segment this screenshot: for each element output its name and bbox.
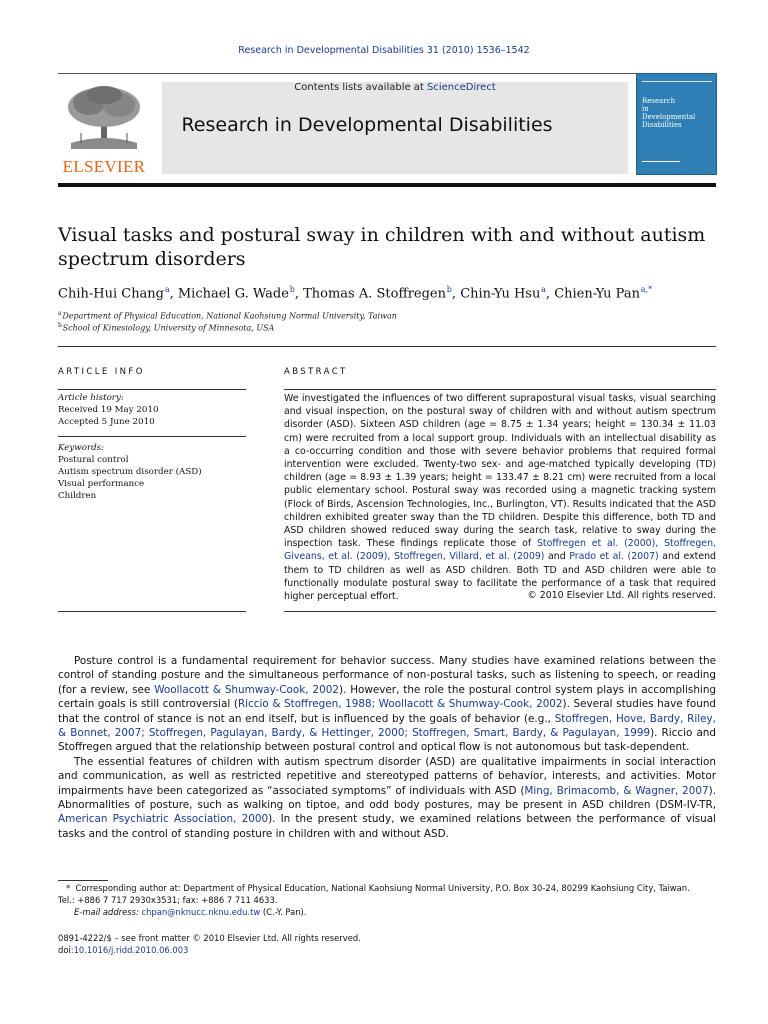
article-history-label: Article history: xyxy=(58,393,124,403)
body-text-run: ). Riccio and Stoffregen argued that the relationship between postural control and optical flow is not autonomous but task-dependent. xyxy=(58,727,716,754)
article-info-rule xyxy=(58,436,246,437)
citation-link[interactable]: Riccio & Stoffregen, 1988; Woollacott & Shumway-Cook, 2002 xyxy=(237,698,563,711)
doi-link[interactable]: 10.1016/j.ridd.2010.06.003 xyxy=(73,945,189,955)
cover-line: Disabilities xyxy=(642,121,682,129)
author-list xyxy=(58,285,718,301)
author-name[interactable]: Chih-Hui Chang xyxy=(58,286,165,302)
abstract-heading: ABSTRACT xyxy=(284,367,348,377)
body-text-run: ). Abnormalities of posture, such as walking on tiptoe, and odd body postures, may be present in ASD children (DSM-IV-TR, xyxy=(58,784,716,812)
top-rule xyxy=(58,73,716,74)
author-name[interactable]: Michael G. Wade xyxy=(177,286,289,302)
journal-reference[interactable]: Research in Developmental Disabilities 31 (2010) 1536–1542 xyxy=(238,45,530,56)
received-date: Received 19 May 2010 xyxy=(58,405,159,415)
body-text xyxy=(58,654,716,841)
author-affiliation-mark[interactable]: a xyxy=(164,285,170,294)
article-info-heading: ARTICLE INFO xyxy=(58,367,145,377)
email-suffix: (C.-Y. Pan). xyxy=(260,907,307,917)
contents-availability xyxy=(162,82,628,93)
citation-link[interactable]: Stoffregen, Hove, Bardy, Riley, & Bonnet, 2007; Stoffregen, Pagulayan, Bardy, & Hettinger, 2000; Stoffregen, Smart, Bardy, & Pagulayan, 1999 xyxy=(58,712,716,740)
cover-line: in xyxy=(642,105,649,113)
keyword: Children xyxy=(58,491,97,501)
author-affiliation-mark[interactable]: b xyxy=(289,285,295,294)
sciencedirect-link[interactable]: ScienceDirect xyxy=(427,82,496,93)
body-text-run: ). In the present study, we examined relations between the performance of visual tasks and the control of standing posture in children with and without ASD. xyxy=(58,813,716,840)
affiliation-text: School of Kinesiology, University of Minnesota, USA xyxy=(62,323,275,333)
footnote-star: * xyxy=(66,883,71,893)
keyword: Postural control xyxy=(58,455,129,465)
citation-link[interactable]: American Psychiatric Association, 2000 xyxy=(58,813,269,826)
doi-label: doi: xyxy=(58,945,74,955)
author-name[interactable]: Thomas A. Stoffregen xyxy=(303,286,446,302)
body-text-run: Posture control is a fundamental requirement for behavior success. Many studies have examined relations between the control of standing posture and the simultaneous performance of non-postural tasks, such as listening to speech, or reading (for a review, see xyxy=(58,655,716,696)
body-paragraph xyxy=(58,755,716,841)
author-affiliation-mark[interactable]: a xyxy=(541,285,546,294)
author-affiliation-mark[interactable]: a,* xyxy=(640,285,653,294)
affiliation xyxy=(58,322,274,333)
issn-line: 0891-4222/$ – see front matter © 2010 Elsevier Ltd. All rights reserved. xyxy=(58,933,361,943)
cover-line: Research xyxy=(642,97,676,105)
cover-bottom-rule xyxy=(642,161,680,162)
article-title-line: spectrum disorders xyxy=(58,248,246,270)
doi-line xyxy=(58,944,361,956)
abstract-rule xyxy=(284,389,716,390)
article-history xyxy=(58,392,246,428)
abstract-text xyxy=(284,392,716,603)
keyword: Visual performance xyxy=(58,479,145,489)
author-affiliation-mark[interactable]: b xyxy=(446,285,452,294)
article-title-line: Visual tasks and postural sway in children with and without autism xyxy=(58,224,706,246)
section-rule xyxy=(58,346,716,347)
affiliation-mark: b xyxy=(58,322,62,329)
journal-title: Research in Developmental Disabilities xyxy=(181,114,553,136)
author-name[interactable]: Chien-Yu Pan xyxy=(554,286,640,302)
phone-fax: Tel.: +886 7 717 2930x3531; fax: +886 7 711 4633. xyxy=(58,895,278,905)
elsevier-wordmark: ELSEVIER xyxy=(62,157,146,176)
footnote-rule xyxy=(58,880,108,881)
journal-cover[interactable] xyxy=(636,73,717,175)
article-info-rule xyxy=(58,389,246,390)
contents-prefix: Contents lists available at xyxy=(294,82,428,93)
article-info-bottom-rule xyxy=(58,611,246,612)
keyword: Autism spectrum disorder (ASD) xyxy=(58,467,202,477)
author-separator: , xyxy=(451,286,461,302)
body-text-run: ). However, the role the postural control system plays in accomplishing certain goals is still controversial ( xyxy=(58,683,716,711)
author-name[interactable]: Chin-Yu Hsu xyxy=(460,286,541,302)
abstract-body: We investigated the influences of two different suprapostural visual tasks, visual searching and visual inspection, on the postural sway of children with and without autism spectrum disorder (ASD). Sixteen ASD children (age = 8.75 ± 1.34 years; height = 130.34 ± 11.03 cm) were recruited from a local support group. Individuals with an intellectual disability as a co-occurring condition and those with severe behavior problems that required formal intervention were excluded. Twenty-two sex- and age-matched typically developing (TD) children (age = 8.93 ± 1.39 years; height = 133.47 ± 8.21 cm) were recruited from a local public elementary school. Postural sway was recorded using a magnetic tracking system (Flock of Birds, Ascension Technologies, Inc., Burlington, VT). Results indicated that the ASD children exhibited greater sway than the TD children. Despite this difference, both TD and ASD children showed reduced sway during the search task, relative to sway during the inspection task. These findings replicate those of xyxy=(284,393,716,550)
affiliation xyxy=(58,310,397,321)
citation-link[interactable]: Woollacott & Shumway-Cook, 2002 xyxy=(154,683,339,696)
citation-link[interactable]: Ming, Brimacomb, & Wagner, 2007 xyxy=(524,784,709,797)
corresponding-author-note xyxy=(58,882,716,918)
keywords-label: Keywords: xyxy=(58,443,105,453)
cover-title xyxy=(642,97,695,129)
body-text-run: ). Several studies have found that the control of stance is not an end itself, but is influenced by the goals of behavior (e.g., xyxy=(58,698,716,725)
accepted-date: Accepted 5 June 2010 xyxy=(58,417,155,427)
article-title xyxy=(58,223,718,271)
cover-line: Developmental xyxy=(642,113,696,121)
header-thick-rule xyxy=(58,183,716,187)
citation-link[interactable]: Stoffregen et al. (2000), Stoffregen, Giveans, et al. (2009), Stoffregen, Villard, et al. (2009) xyxy=(284,538,716,563)
corresponding-author-line xyxy=(58,882,716,894)
author-separator: , xyxy=(294,286,304,302)
elsevier-logo xyxy=(58,83,150,175)
affiliation-mark: a xyxy=(58,310,62,317)
author-separator: , xyxy=(545,286,555,302)
keywords xyxy=(58,442,246,502)
email-line xyxy=(58,906,716,918)
abstract-bottom-rule xyxy=(284,611,716,612)
citation-link[interactable]: Prado et al. (2007) xyxy=(569,551,659,563)
body-paragraph xyxy=(58,654,716,755)
affiliation-text: Department of Physical Education, National Kaohsiung Normal University, Taiwan xyxy=(62,311,397,321)
elsevier-tree-icon xyxy=(61,83,147,153)
abstract-body: and xyxy=(544,551,570,563)
email-link[interactable]: chpan@nknucc.nknu.edu.tw xyxy=(141,907,261,917)
cover-top-rule xyxy=(642,81,712,82)
author-separator: , xyxy=(169,286,178,302)
abstract-copyright: © 2010 Elsevier Ltd. All rights reserved. xyxy=(527,590,716,601)
front-matter xyxy=(58,932,361,956)
body-text-run: The essential features of children with autism spectrum disorder (ASD) are qualitative impairments in social interaction and communication, as well as restricted repetitive and stereotyped patterns of behavior, interests, and activities. Motor impairments have been categorized as “associated symptoms” of individuals with ASD ( xyxy=(58,755,716,797)
abstract-body: and extend them to TD children as well as ASD children. Both TD and ASD children were able to functionally modulate postural sway to facilitate the performance of a task that required higher perceptual effort. xyxy=(284,551,716,603)
email-label: E-mail address: xyxy=(74,907,139,917)
journal-header xyxy=(162,82,628,174)
corresponding-address: Corresponding author at: Department of Physical Education, National Kaohsiung Normal University, P.O. Box 30-24, 80299 Kaohsiung City, Taiwan. xyxy=(75,883,690,893)
